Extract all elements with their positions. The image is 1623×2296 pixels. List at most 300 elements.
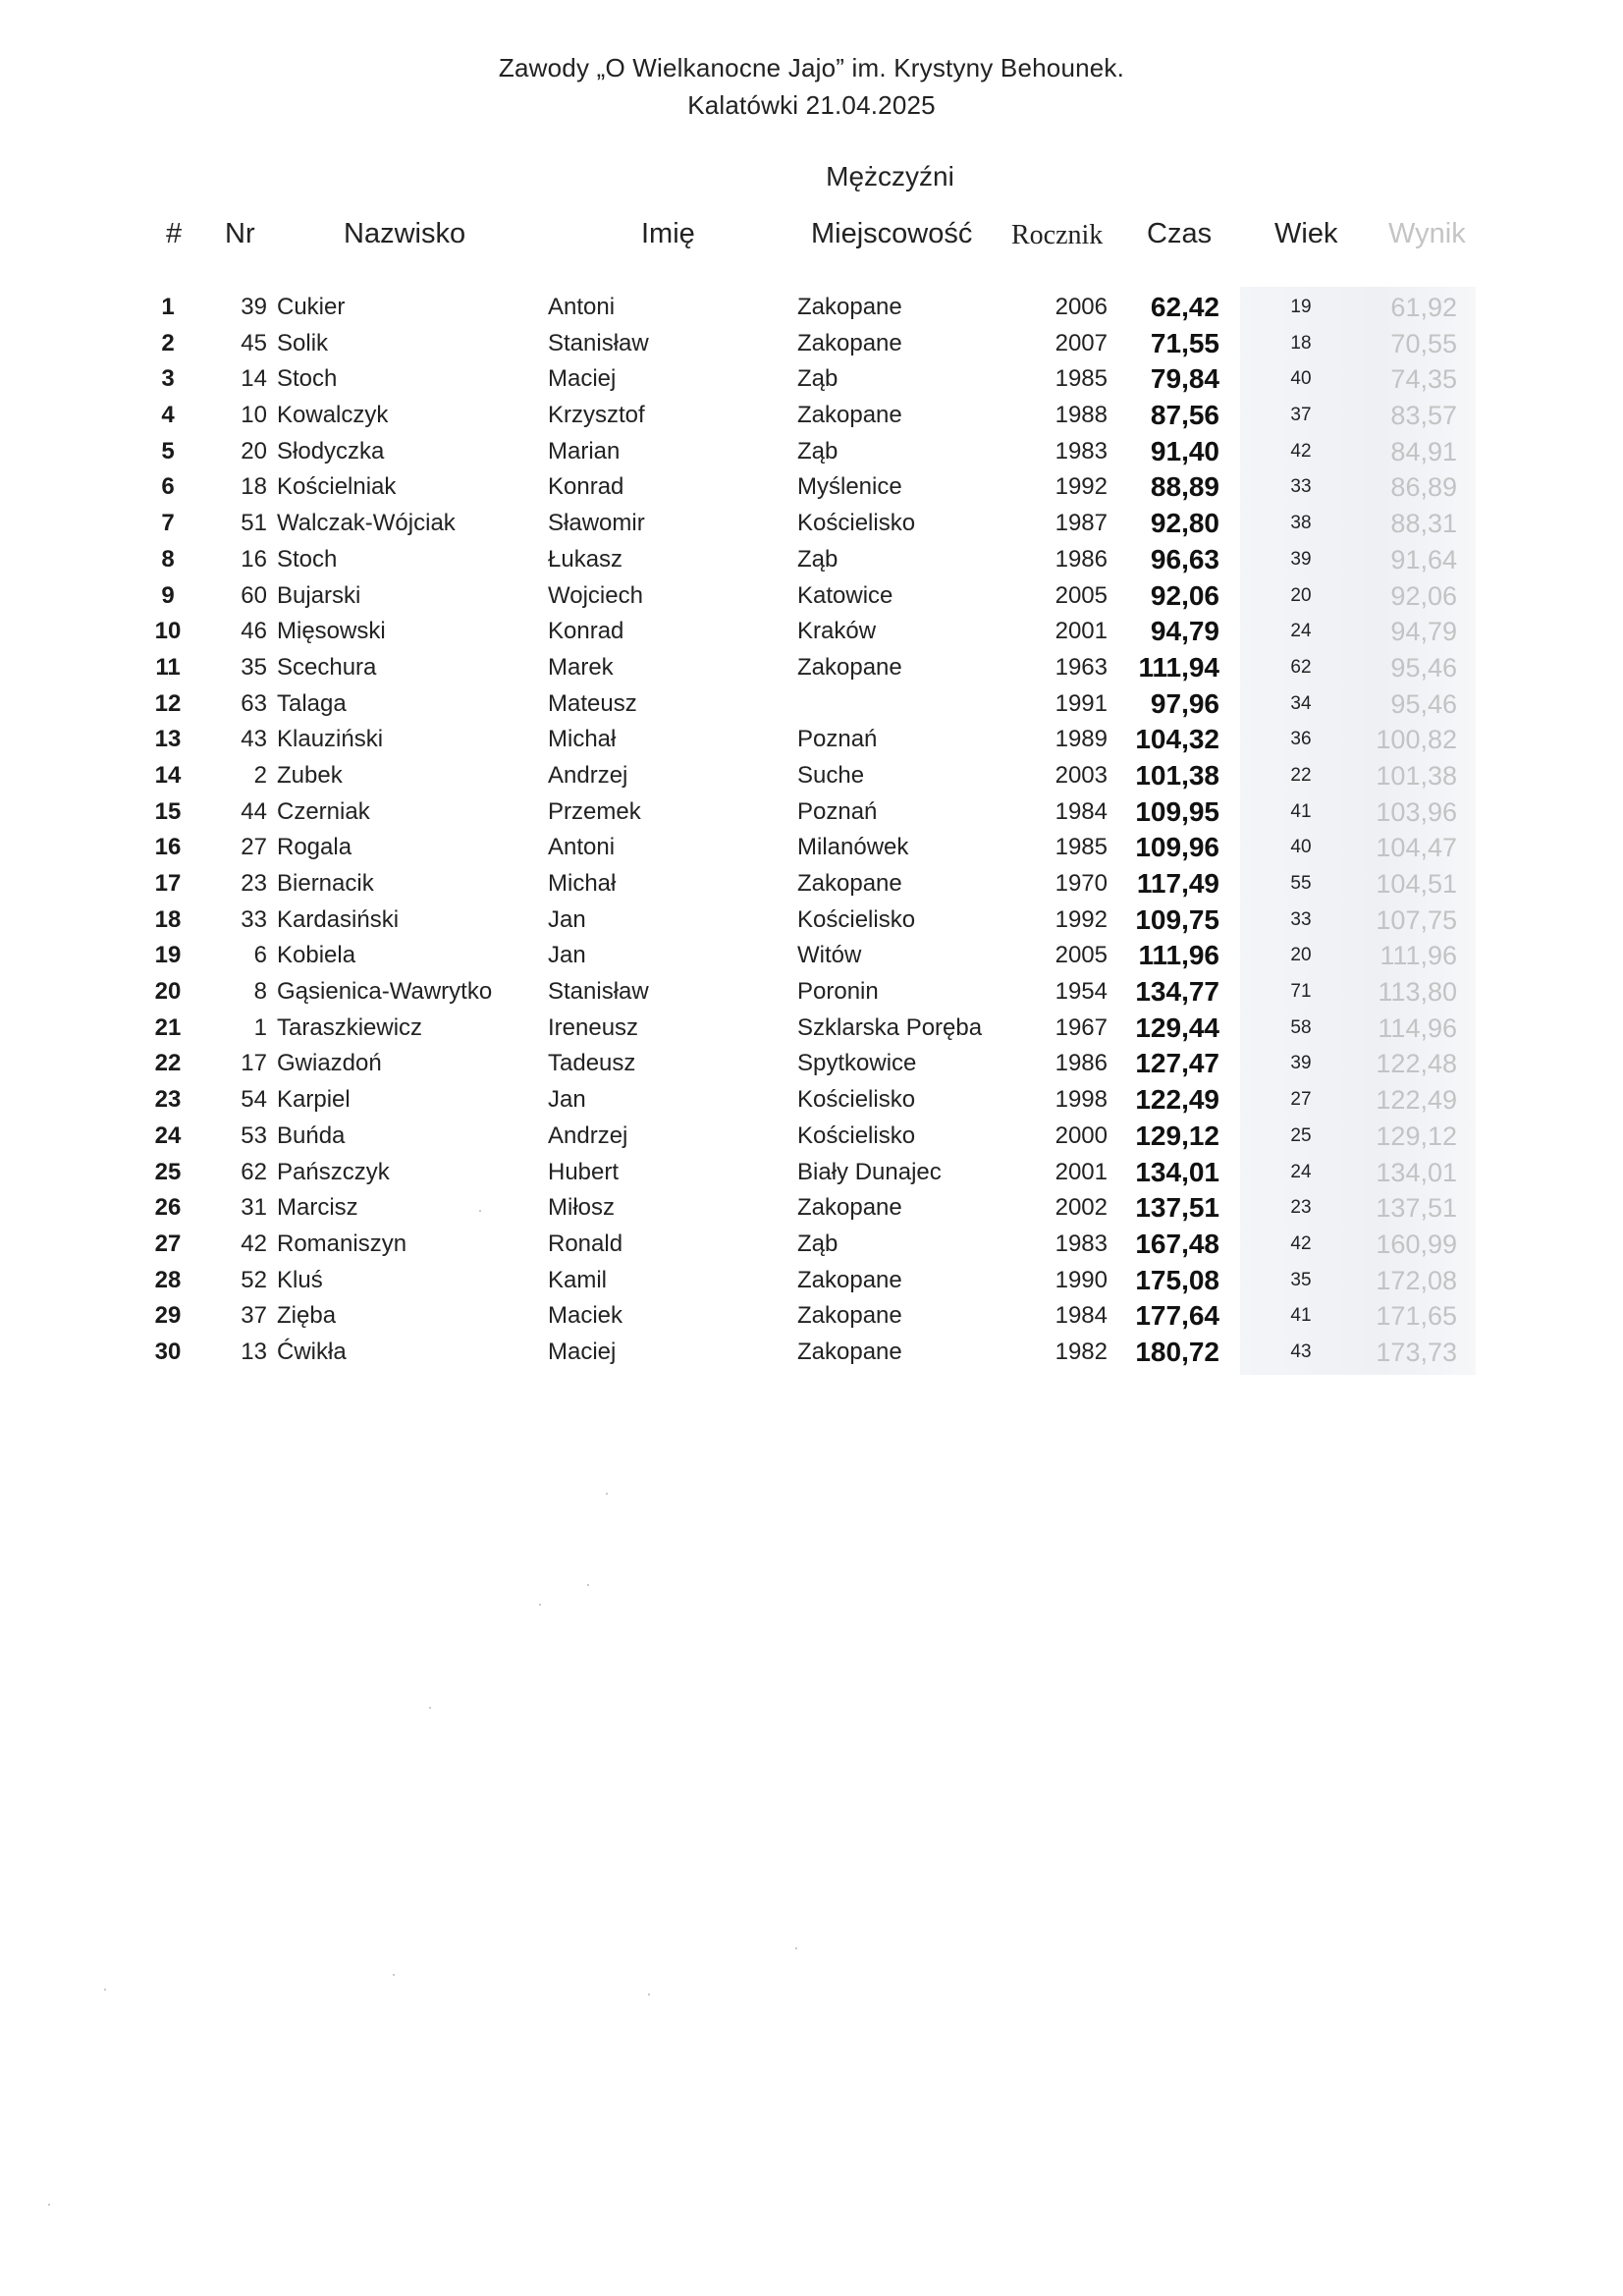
cell-position: 22	[154, 1050, 182, 1077]
cell-age: 34	[1290, 692, 1312, 714]
cell-result: 88,31	[1390, 509, 1457, 539]
cell-birth-year: 2002	[1055, 1194, 1108, 1222]
cell-town: Milanówek	[797, 834, 909, 861]
cell-number: 2	[253, 761, 267, 789]
cell-number: 54	[241, 1086, 267, 1114]
table-row	[0, 1082, 1623, 1119]
cell-age: 35	[1290, 1269, 1312, 1290]
cell-first-name: Tadeusz	[548, 1050, 636, 1077]
cell-surname: Walczak-Wójciak	[277, 510, 456, 537]
cell-time: 101,38	[1135, 759, 1219, 791]
cell-birth-year: 1986	[1055, 1050, 1108, 1077]
cell-number: 16	[241, 545, 267, 573]
header-wiek: Wiek	[1274, 218, 1338, 249]
cell-time: 111,96	[1138, 940, 1219, 971]
scan-speck	[48, 2204, 50, 2206]
cell-birth-year: 2001	[1055, 1158, 1108, 1185]
cell-birth-year: 1992	[1055, 473, 1108, 501]
cell-number: 63	[241, 689, 267, 717]
table-row	[0, 830, 1623, 866]
cell-number: 27	[241, 834, 267, 861]
cell-surname: Rogala	[277, 834, 352, 861]
cell-town: Kościelisko	[797, 510, 916, 537]
cell-town: Kościelisko	[797, 905, 916, 933]
table-row	[0, 686, 1623, 723]
cell-age: 41	[1290, 800, 1312, 822]
cell-birth-year: 1970	[1055, 870, 1108, 897]
cell-number: 44	[241, 797, 267, 825]
cell-time: 97,96	[1150, 687, 1219, 719]
scan-speck	[587, 1584, 589, 1586]
cell-town: Zakopane	[797, 329, 902, 356]
cell-town: Ząb	[797, 437, 839, 465]
cell-town: Myślenice	[797, 473, 902, 501]
table-row	[0, 1227, 1623, 1263]
table-row	[0, 434, 1623, 470]
scan-speck	[606, 1493, 608, 1495]
cell-position: 10	[154, 618, 182, 645]
cell-result: 122,48	[1376, 1049, 1457, 1079]
cell-birth-year: 1991	[1055, 689, 1108, 717]
cell-time: 87,56	[1150, 400, 1219, 431]
cell-surname: Pańszczyk	[277, 1158, 390, 1185]
cell-town: Szklarska Poręba	[797, 1013, 983, 1041]
cell-number: 18	[241, 473, 267, 501]
cell-first-name: Jan	[548, 1086, 586, 1114]
cell-result: 134,01	[1376, 1157, 1457, 1187]
table-row	[0, 614, 1623, 650]
cell-first-name: Stanisław	[548, 329, 649, 356]
cell-surname: Romaniszyn	[277, 1230, 407, 1257]
cell-town: Zakopane	[797, 1266, 902, 1293]
cell-surname: Marcisz	[277, 1194, 358, 1222]
cell-age: 20	[1290, 945, 1312, 966]
cell-result: 137,51	[1376, 1193, 1457, 1224]
cell-result: 104,51	[1376, 869, 1457, 899]
cell-first-name: Andrzej	[548, 1121, 628, 1149]
cell-number: 35	[241, 653, 267, 681]
cell-first-name: Jan	[548, 905, 586, 933]
cell-age: 22	[1290, 764, 1312, 786]
section-heading: Mężczyźni	[826, 161, 954, 191]
cell-number: 14	[241, 365, 267, 393]
cell-birth-year: 1992	[1055, 905, 1108, 933]
cell-result: 171,65	[1376, 1301, 1457, 1332]
cell-position: 16	[154, 834, 182, 861]
cell-position: 8	[161, 545, 175, 573]
cell-surname: Ćwikła	[277, 1338, 347, 1365]
cell-birth-year: 2005	[1055, 942, 1108, 969]
cell-result: 114,96	[1378, 1012, 1457, 1043]
cell-time: 109,75	[1135, 903, 1219, 935]
cell-time: 104,32	[1135, 724, 1219, 755]
table-row	[0, 469, 1623, 506]
cell-surname: Kowalczyk	[277, 402, 389, 429]
cell-number: 1	[253, 1013, 267, 1041]
cell-result: 91,64	[1390, 544, 1457, 574]
cell-time: 134,01	[1135, 1156, 1219, 1187]
cell-position: 15	[154, 797, 182, 825]
scan-speck	[539, 1604, 541, 1606]
cell-number: 10	[241, 402, 267, 429]
scan-speck	[479, 1210, 481, 1212]
table-row	[0, 1298, 1623, 1335]
header-wynik: Wynik	[1388, 218, 1466, 249]
cell-result: 86,89	[1390, 472, 1457, 503]
cell-time: 180,72	[1135, 1336, 1219, 1367]
cell-result: 103,96	[1376, 796, 1457, 827]
cell-age: 20	[1290, 584, 1312, 606]
table-row	[0, 290, 1623, 326]
cell-time: 137,51	[1135, 1192, 1219, 1224]
cell-time: 79,84	[1150, 363, 1219, 395]
cell-town: Zakopane	[797, 653, 902, 681]
cell-result: 95,46	[1390, 652, 1457, 683]
cell-result: 129,12	[1376, 1121, 1457, 1151]
cell-age: 24	[1290, 1161, 1312, 1182]
cell-town: Kraków	[797, 618, 877, 645]
cell-birth-year: 1954	[1055, 978, 1108, 1006]
cell-first-name: Łukasz	[548, 545, 623, 573]
cell-result: 74,35	[1390, 364, 1457, 395]
cell-surname: Stoch	[277, 545, 338, 573]
table-row	[0, 506, 1623, 542]
cell-first-name: Hubert	[548, 1158, 620, 1185]
cell-first-name: Jan	[548, 942, 586, 969]
table-row	[0, 361, 1623, 398]
cell-time: 88,89	[1150, 471, 1219, 503]
table-row	[0, 1190, 1623, 1227]
cell-surname: Mięsowski	[277, 618, 386, 645]
cell-age: 58	[1290, 1016, 1312, 1038]
header-nr: Nr	[225, 218, 255, 249]
cell-position: 13	[154, 726, 182, 753]
cell-time: 129,44	[1135, 1011, 1219, 1043]
cell-age: 19	[1290, 297, 1312, 317]
table-row	[0, 758, 1623, 794]
cell-first-name: Miłosz	[548, 1194, 616, 1222]
cell-position: 28	[154, 1266, 182, 1293]
cell-surname: Talaga	[277, 689, 347, 717]
cell-number: 8	[253, 978, 267, 1006]
table-row	[0, 902, 1623, 939]
table-row	[0, 1046, 1623, 1082]
cell-position: 2	[161, 329, 175, 356]
cell-result: 61,92	[1390, 293, 1457, 322]
cell-time: 127,47	[1135, 1048, 1219, 1079]
cell-age: 27	[1290, 1089, 1312, 1111]
cell-time: 177,64	[1135, 1300, 1219, 1332]
cell-birth-year: 2006	[1055, 294, 1108, 320]
cell-result: 70,55	[1390, 328, 1457, 358]
cell-town: Spytkowice	[797, 1050, 917, 1077]
scan-speck	[429, 1707, 431, 1709]
cell-time: 92,80	[1150, 508, 1219, 539]
cell-birth-year: 2003	[1055, 761, 1108, 789]
cell-first-name: Mateusz	[548, 689, 637, 717]
cell-result: 101,38	[1376, 760, 1457, 791]
cell-birth-year: 1985	[1055, 365, 1108, 393]
cell-town: Kościelisko	[797, 1121, 916, 1149]
cell-time: 92,06	[1150, 579, 1219, 611]
cell-result: 84,91	[1390, 436, 1457, 466]
header-pos: #	[166, 218, 183, 249]
cell-number: 45	[241, 329, 267, 356]
cell-position: 26	[154, 1194, 182, 1222]
cell-surname: Gąsienica-Wawrytko	[277, 978, 493, 1006]
cell-birth-year: 1983	[1055, 1230, 1108, 1257]
cell-number: 53	[241, 1121, 267, 1149]
cell-surname: Kościelniak	[277, 473, 397, 501]
header-miejscowosc: Miejscowość	[811, 218, 973, 249]
cell-town: Zakopane	[797, 1302, 902, 1330]
cell-result: 100,82	[1376, 725, 1457, 755]
cell-first-name: Wojciech	[548, 581, 643, 609]
cell-time: 111,94	[1138, 651, 1219, 683]
cell-time: 71,55	[1150, 327, 1219, 358]
cell-age: 42	[1290, 1232, 1312, 1254]
cell-position: 21	[154, 1013, 182, 1041]
cell-position: 27	[154, 1230, 182, 1257]
cell-result: 173,73	[1376, 1337, 1457, 1367]
cell-surname: Klauziński	[277, 726, 384, 753]
cell-birth-year: 1987	[1055, 510, 1108, 537]
cell-position: 18	[154, 905, 182, 933]
cell-age: 18	[1290, 332, 1312, 354]
cell-first-name: Marian	[548, 437, 621, 465]
cell-result: 160,99	[1376, 1229, 1457, 1259]
cell-position: 5	[161, 437, 175, 465]
cell-number: 17	[241, 1050, 267, 1077]
cell-first-name: Stanisław	[548, 978, 649, 1006]
cell-result: 172,08	[1376, 1265, 1457, 1295]
scan-speck	[393, 1974, 395, 1976]
cell-first-name: Ireneusz	[548, 1013, 639, 1041]
cell-first-name: Maciej	[548, 1338, 617, 1365]
cell-surname: Kardasiński	[277, 905, 400, 933]
header-nazwisko: Nazwisko	[344, 218, 466, 249]
cell-time: 117,49	[1136, 868, 1219, 899]
cell-position: 11	[155, 653, 181, 681]
cell-surname: Stoch	[277, 365, 338, 393]
cell-time: 91,40	[1150, 435, 1219, 466]
cell-age: 40	[1290, 368, 1312, 390]
cell-number: 43	[241, 726, 267, 753]
cell-birth-year: 1998	[1055, 1086, 1108, 1114]
header-imie: Imię	[641, 218, 695, 249]
table-row	[0, 794, 1623, 831]
cell-age: 39	[1290, 548, 1312, 570]
table-row	[0, 866, 1623, 902]
cell-first-name: Konrad	[548, 618, 624, 645]
cell-birth-year: 1986	[1055, 545, 1108, 573]
cell-age: 33	[1290, 908, 1312, 930]
cell-number: 51	[241, 510, 267, 537]
table-row	[0, 398, 1623, 434]
cell-result: 107,75	[1376, 904, 1457, 935]
cell-surname: Kluś	[277, 1266, 323, 1293]
cell-surname: Scechura	[277, 653, 377, 681]
cell-position: 6	[161, 473, 175, 501]
cell-result: 95,46	[1390, 688, 1457, 719]
cell-number: 52	[241, 1266, 267, 1293]
cell-age: 39	[1290, 1053, 1312, 1074]
cell-time: 109,95	[1135, 795, 1219, 827]
cell-first-name: Marek	[548, 653, 614, 681]
cell-surname: Czerniak	[277, 797, 370, 825]
cell-age: 38	[1290, 513, 1312, 534]
cell-position: 19	[154, 942, 182, 969]
competition-title: Zawody „O Wielkanocne Jajo” im. Krystyny Behounek.	[498, 53, 1125, 82]
cell-position: 3	[161, 365, 175, 393]
cell-result: 122,49	[1376, 1085, 1457, 1116]
cell-number: 33	[241, 905, 267, 933]
cell-result: 104,47	[1376, 833, 1457, 863]
cell-number: 60	[241, 581, 267, 609]
cell-age: 71	[1290, 981, 1312, 1003]
table-row	[0, 1263, 1623, 1299]
cell-result: 83,57	[1390, 401, 1457, 431]
cell-surname: Solik	[277, 329, 329, 356]
cell-first-name: Antoni	[548, 294, 616, 320]
table-row	[0, 650, 1623, 686]
cell-birth-year: 1967	[1055, 1013, 1108, 1041]
cell-surname: Zubek	[277, 761, 343, 789]
cell-town: Zakopane	[797, 870, 902, 897]
cell-first-name: Sławomir	[548, 510, 645, 537]
cell-birth-year: 2007	[1055, 329, 1108, 356]
cell-age: 25	[1290, 1124, 1312, 1146]
cell-birth-year: 2005	[1055, 581, 1108, 609]
cell-number: 62	[241, 1158, 267, 1185]
cell-surname: Biernacik	[277, 870, 374, 897]
cell-age: 24	[1290, 621, 1312, 642]
cell-time: 129,12	[1135, 1120, 1219, 1151]
cell-first-name: Ronald	[548, 1230, 623, 1257]
cell-surname: Zięba	[277, 1302, 337, 1330]
cell-position: 20	[154, 978, 182, 1006]
cell-birth-year: 1985	[1055, 834, 1108, 861]
cell-surname: Gwiazdoń	[277, 1050, 382, 1077]
cell-result: 113,80	[1378, 977, 1457, 1008]
cell-surname: Buńda	[277, 1121, 346, 1149]
cell-age: 43	[1290, 1340, 1312, 1362]
table-row	[0, 1011, 1623, 1047]
cell-position: 1	[161, 294, 175, 320]
cell-town: Katowice	[797, 581, 893, 609]
cell-first-name: Maciek	[548, 1302, 623, 1330]
cell-town: Suche	[797, 761, 865, 789]
cell-town: Ząb	[797, 1230, 839, 1257]
cell-town: Ząb	[797, 545, 839, 573]
cell-age: 23	[1290, 1197, 1312, 1219]
cell-first-name: Michał	[548, 870, 617, 897]
cell-birth-year: 1988	[1055, 402, 1108, 429]
cell-birth-year: 1982	[1055, 1338, 1108, 1365]
cell-town: Biały Dunajec	[797, 1158, 942, 1185]
cell-town: Zakopane	[797, 1338, 902, 1365]
cell-birth-year: 1990	[1055, 1266, 1108, 1293]
cell-first-name: Konrad	[548, 473, 624, 501]
scan-speck	[648, 1994, 650, 1995]
cell-number: 13	[241, 1338, 267, 1365]
cell-number: 46	[241, 618, 267, 645]
cell-town: Witów	[797, 942, 862, 969]
cell-time: 134,77	[1135, 976, 1219, 1008]
table-row	[0, 326, 1623, 362]
cell-birth-year: 2001	[1055, 618, 1108, 645]
cell-number: 42	[241, 1230, 267, 1257]
cell-surname: Słodyczka	[277, 437, 385, 465]
scan-speck	[795, 1947, 797, 1949]
cell-surname: Bujarski	[277, 581, 361, 609]
cell-position: 7	[161, 510, 175, 537]
cell-position: 24	[154, 1121, 182, 1149]
cell-position: 30	[154, 1338, 182, 1365]
cell-age: 42	[1290, 440, 1312, 462]
table-row	[0, 1335, 1623, 1371]
cell-surname: Karpiel	[277, 1086, 351, 1114]
table-row	[0, 722, 1623, 758]
cell-age: 55	[1290, 873, 1312, 894]
cell-surname: Cukier	[277, 294, 346, 320]
cell-time: 96,63	[1150, 543, 1219, 574]
cell-number: 23	[241, 870, 267, 897]
cell-first-name: Maciej	[548, 365, 617, 393]
cell-age: 40	[1290, 837, 1312, 858]
cell-birth-year: 2000	[1055, 1121, 1108, 1149]
cell-age: 41	[1290, 1305, 1312, 1327]
cell-position: 29	[154, 1302, 182, 1330]
cell-age: 33	[1290, 476, 1312, 498]
cell-number: 37	[241, 1302, 267, 1330]
cell-town: Poznań	[797, 726, 878, 753]
cell-first-name: Michał	[548, 726, 617, 753]
table-row	[0, 1155, 1623, 1191]
cell-number: 39	[241, 294, 267, 320]
cell-position: 12	[154, 689, 182, 717]
cell-town: Zakopane	[797, 402, 902, 429]
table-row	[0, 578, 1623, 615]
cell-age: 37	[1290, 405, 1312, 426]
cell-position: 4	[161, 402, 175, 429]
cell-time: 62,42	[1150, 292, 1219, 322]
cell-result: 94,79	[1390, 617, 1457, 647]
cell-birth-year: 1963	[1055, 653, 1108, 681]
cell-number: 6	[253, 942, 267, 969]
competition-place-date: Kalatówki 21.04.2025	[687, 90, 936, 120]
cell-age: 62	[1290, 656, 1312, 678]
cell-result: 92,06	[1390, 580, 1457, 611]
table-row	[0, 974, 1623, 1011]
cell-town: Ząb	[797, 365, 839, 393]
cell-result: 111,96	[1380, 941, 1457, 971]
cell-surname: Taraszkiewicz	[277, 1013, 423, 1041]
table-row	[0, 938, 1623, 974]
cell-time: 122,49	[1135, 1084, 1219, 1116]
cell-first-name: Przemek	[548, 797, 641, 825]
cell-time: 167,48	[1135, 1228, 1219, 1259]
cell-age: 36	[1290, 729, 1312, 750]
cell-position: 14	[154, 761, 182, 789]
cell-first-name: Andrzej	[548, 761, 628, 789]
table-row	[0, 1119, 1623, 1155]
cell-time: 109,96	[1135, 832, 1219, 863]
cell-position: 25	[154, 1158, 182, 1185]
cell-first-name: Kamil	[548, 1266, 608, 1293]
cell-first-name: Antoni	[548, 834, 616, 861]
cell-town: Poronin	[797, 978, 879, 1006]
